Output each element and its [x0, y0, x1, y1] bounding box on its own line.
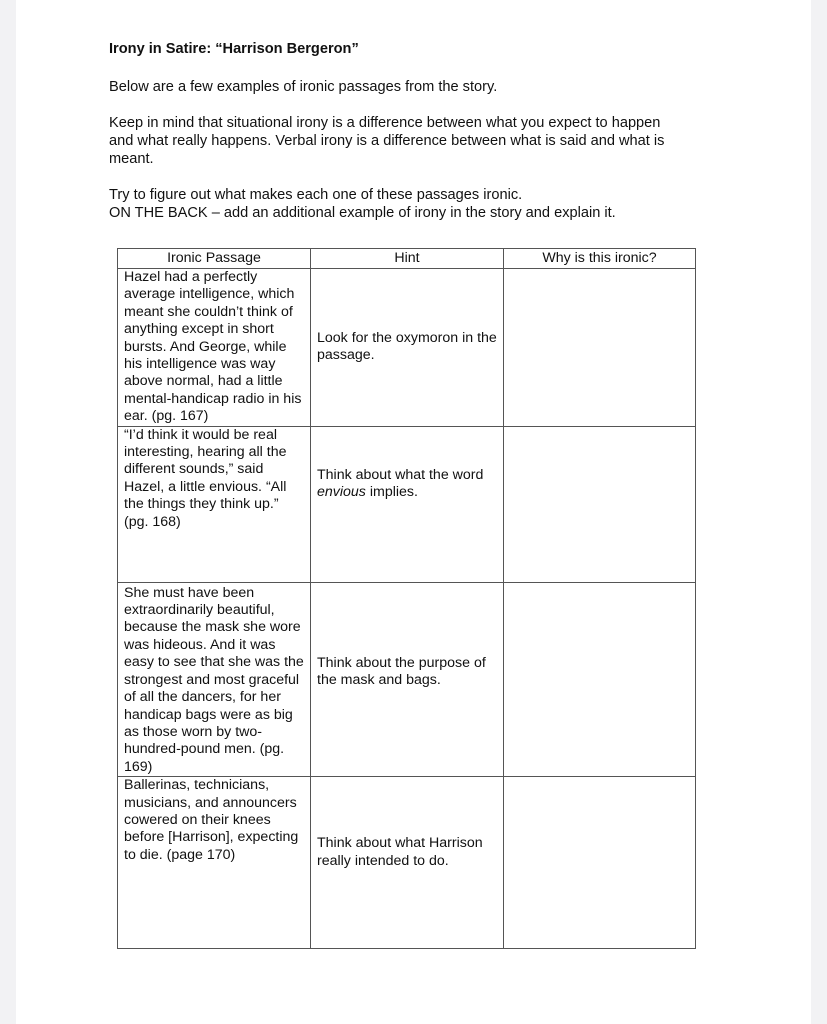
definition-text — [109, 114, 729, 168]
hint-text: Think about the purpose of the mask and bags. — [317, 654, 486, 689]
column-header-why: Why is this ironic? — [504, 249, 696, 269]
hint-text: Look for the oxymoron in the passage. — [317, 329, 497, 364]
table-row — [118, 582, 696, 776]
answer-cell[interactable] — [504, 426, 696, 582]
definition-line: and what really happens. Verbal irony is a difference between what is said and what is — [109, 133, 665, 149]
worksheet-header — [109, 40, 729, 240]
answer-cell[interactable] — [504, 777, 696, 949]
hint-text-start: Think about what the word — [317, 466, 484, 483]
document-page — [16, 0, 811, 1024]
table-row — [118, 269, 696, 427]
hint-text: Think about what Harrison really intended to do. — [317, 835, 483, 869]
passage-cell: “I’d think it would be real interesting, hearing all the different sounds,” said Hazel, a little envious. “All the things they think up.” (pg. 168) — [118, 426, 311, 582]
instruction-line: Try to figure out what makes each one of these passages ironic. — [109, 187, 523, 203]
definition-line: Keep in mind that situational irony is a difference between what you expect to happen — [109, 115, 661, 131]
page-title: Irony in Satire: “Harrison Bergeron” — [109, 41, 359, 57]
hint-emphasis: envious — [317, 484, 366, 501]
instruction-line: ON THE BACK – add an additional example of irony in the story and explain it. — [109, 205, 616, 221]
hint-text — [317, 467, 497, 502]
passage-cell: She must have been extraordinarily beautiful, because the mask she wore was hideous. And it was easy to see that she was the strongest and most graceful of all the dancers, for her handicap bags were as big as those worn by two-hundred-pound men. (pg. 169) — [118, 582, 311, 776]
instructions-text — [109, 186, 729, 222]
irony-table — [117, 248, 696, 949]
hint-text-end: implies. — [365, 484, 418, 501]
passage-cell: Ballerinas, technicians, musicians, and announcers cowered on their knees before [Harrison], expecting to die. (page 170) — [118, 777, 311, 949]
table-row — [118, 426, 696, 582]
hint-cell — [311, 582, 504, 776]
answer-cell[interactable] — [504, 269, 696, 427]
intro-text: Below are a few examples of ironic passages from the story. — [109, 79, 498, 95]
table-row — [118, 777, 696, 949]
definition-line: meant. — [109, 151, 154, 167]
table-header-row — [118, 249, 696, 269]
hint-cell — [311, 269, 504, 427]
hint-cell — [311, 777, 504, 949]
passage-cell: Hazel had a perfectly average intelligence, which meant she couldn’t think of anything except in short bursts. And George, while his intelligence was way above normal, had a little mental-handicap radio in his ear. (pg. 167) — [118, 269, 311, 427]
column-header-hint: Hint — [311, 249, 504, 269]
answer-cell[interactable] — [504, 582, 696, 776]
column-header-passage: Ironic Passage — [118, 249, 311, 269]
hint-cell — [311, 426, 504, 582]
